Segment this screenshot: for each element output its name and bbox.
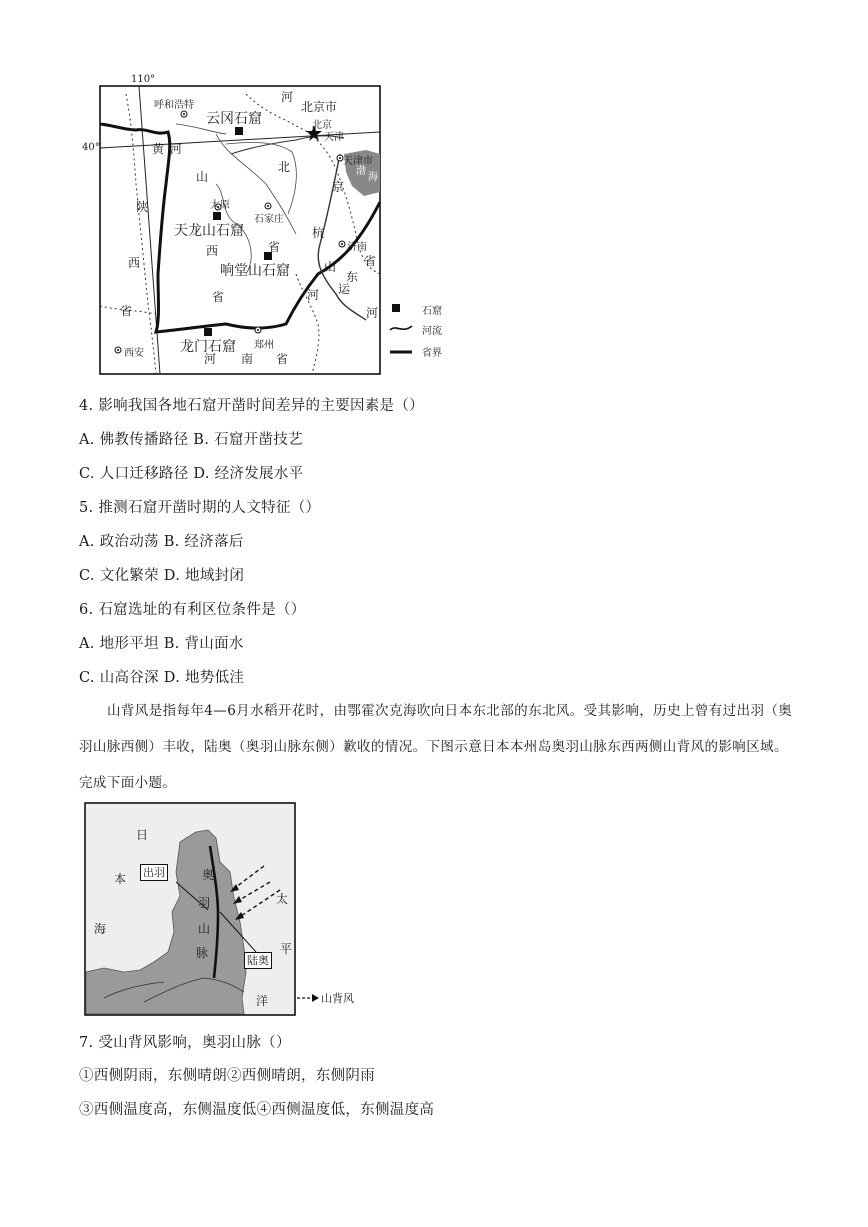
legend-river-label: 河流 bbox=[422, 326, 442, 337]
legend-symbols bbox=[388, 300, 418, 366]
label-mutsu: 陆奥 bbox=[244, 952, 272, 969]
label-beijing-city: 北京市 bbox=[301, 100, 338, 114]
ocean-char-ping: 平 bbox=[280, 942, 293, 956]
map-char-dong: 东 bbox=[346, 270, 359, 284]
city-tianjin: 天津市 bbox=[343, 156, 373, 167]
question-4-stem: 4. 影响我国各地石窟开凿时间差异的主要因素是（） bbox=[79, 398, 424, 414]
mountain-char-mai: 脉 bbox=[196, 946, 209, 960]
mountain-char-shan: 山 bbox=[198, 922, 211, 936]
grotto-xiangtangshan: 响堂山石窟 bbox=[220, 263, 290, 279]
city-hohhot: 呼和浩特 bbox=[154, 100, 194, 111]
map-char-shan: 山 bbox=[196, 170, 209, 184]
question-7-options-34: ③西侧温度高，东侧温度低④西侧温度低，东侧温度高 bbox=[79, 1102, 435, 1118]
sea-char-ri: 日 bbox=[136, 828, 149, 842]
map-char-sheng-henan: 省 bbox=[276, 352, 289, 366]
question-6-stem: 6. 石窟选址的有利区位条件是（） bbox=[79, 602, 306, 618]
lon-label: 110° bbox=[131, 74, 156, 85]
yamase-legend-label: 山背风 bbox=[321, 992, 354, 1005]
city-zhengzhou: 郑州 bbox=[254, 340, 274, 351]
grotto-longmen: 龙门石窟 bbox=[180, 339, 236, 355]
yamase-legend-arrow-icon bbox=[296, 991, 320, 1005]
question-6-options-cd: C. 山高谷深 D. 地势低洼 bbox=[79, 670, 245, 686]
city-jinan: 济南 bbox=[347, 242, 367, 253]
sea-char-hai: 海 bbox=[94, 922, 107, 936]
map-char-nan: 南 bbox=[241, 352, 254, 366]
map-char-xi: 西 bbox=[206, 244, 219, 258]
map-char-hang: 杭 bbox=[312, 226, 325, 240]
mountain-char-yu: 羽 bbox=[198, 896, 211, 910]
map-char-he-hebei: 河 bbox=[281, 90, 294, 104]
question-5-options-cd: C. 文化繁荣 D. 地域封闭 bbox=[79, 568, 245, 584]
mountain-char-ao: 奥 bbox=[202, 868, 215, 882]
ocean-char-tai: 太 bbox=[276, 892, 289, 906]
question-5-options-ab: A. 政治动荡 B. 经济落后 bbox=[79, 534, 244, 550]
map-char-huang: 黄 bbox=[152, 142, 165, 156]
grotto-tianlongshan: 天龙山石窟 bbox=[174, 223, 244, 239]
yamase-map bbox=[84, 802, 296, 1016]
map-char-sheng-shaanxi: 省 bbox=[120, 304, 133, 318]
yamase-map-graphics bbox=[84, 802, 296, 1016]
city-taiyuan: 太原 bbox=[210, 200, 230, 211]
grotto-map-legend bbox=[388, 300, 468, 370]
map-char-sheng-sd: 省 bbox=[364, 254, 377, 268]
question-5-stem: 5. 推测石窟开凿时期的人文特征（） bbox=[79, 500, 321, 516]
ocean-char-yang: 洋 bbox=[256, 994, 269, 1008]
map-char-sheng-shanxi: 省 bbox=[212, 290, 225, 304]
grotto-yungang: 云冈石窟 bbox=[206, 111, 262, 127]
sea-char-ben: 本 bbox=[114, 872, 127, 886]
map-char-bei-hebei: 北 bbox=[278, 160, 291, 174]
lat-label: 40° bbox=[82, 142, 100, 153]
map-char-he-canal: 河 bbox=[366, 306, 379, 320]
map-char-bohai-1: 渤 bbox=[356, 166, 366, 177]
label-dewa: 出羽 bbox=[140, 864, 168, 881]
map-char-shan-sd: 山 bbox=[324, 260, 337, 274]
passage-text bbox=[79, 693, 795, 801]
map-char-he-yellow: 河 bbox=[307, 288, 320, 302]
map-char-he-huanghe: 河 bbox=[170, 142, 183, 156]
city-xian: 西安 bbox=[124, 348, 144, 359]
question-4-options-ab: A. 佛教传播路径 B. 石窟开凿技艺 bbox=[79, 432, 303, 448]
question-6-options-ab: A. 地形平坦 B. 背山面水 bbox=[79, 636, 244, 652]
map-char-xi2: 西 bbox=[128, 256, 141, 270]
map-char-sheng-hebei: 省 bbox=[268, 240, 281, 254]
yamase-legend bbox=[296, 990, 366, 1006]
city-shijiazhuang: 石家庄 bbox=[254, 214, 284, 225]
map-char-shaan: 陕 bbox=[136, 200, 149, 214]
question-7-options-12: ①西侧阴雨，东侧晴朗②西侧晴朗，东侧阴雨 bbox=[79, 1068, 375, 1084]
label-tianjin: 天津 bbox=[324, 132, 344, 143]
question-7-stem: 7. 受山背风影响，奥羽山脉（） bbox=[79, 1035, 291, 1051]
grotto-map bbox=[82, 74, 386, 379]
map-char-bohai-2: 海 bbox=[368, 172, 378, 183]
map-char-yun: 运 bbox=[338, 282, 351, 296]
question-4-options-cd: C. 人口迁移路径 D. 经济发展水平 bbox=[79, 466, 304, 482]
passage-body: 山背风是指每年4—6月水稻开花时，由鄂霍次克海吹向日本东北部的东北风。受其影响，历史上曾有过出羽（奥羽山脉西侧）丰收，陆奥（奥羽山脉东侧）歉收的情况。下图示意日本本州岛奥羽山脉东西两侧山背风的影响区域。完成下面小题。 bbox=[79, 703, 793, 791]
city-beijing: 北京 bbox=[312, 120, 332, 131]
map-char-he-henan: 河 bbox=[204, 352, 217, 366]
legend-grotto-label: 石窟 bbox=[422, 306, 442, 317]
legend-border-label: 省界 bbox=[422, 348, 442, 359]
map-char-jing: 京 bbox=[332, 180, 345, 194]
